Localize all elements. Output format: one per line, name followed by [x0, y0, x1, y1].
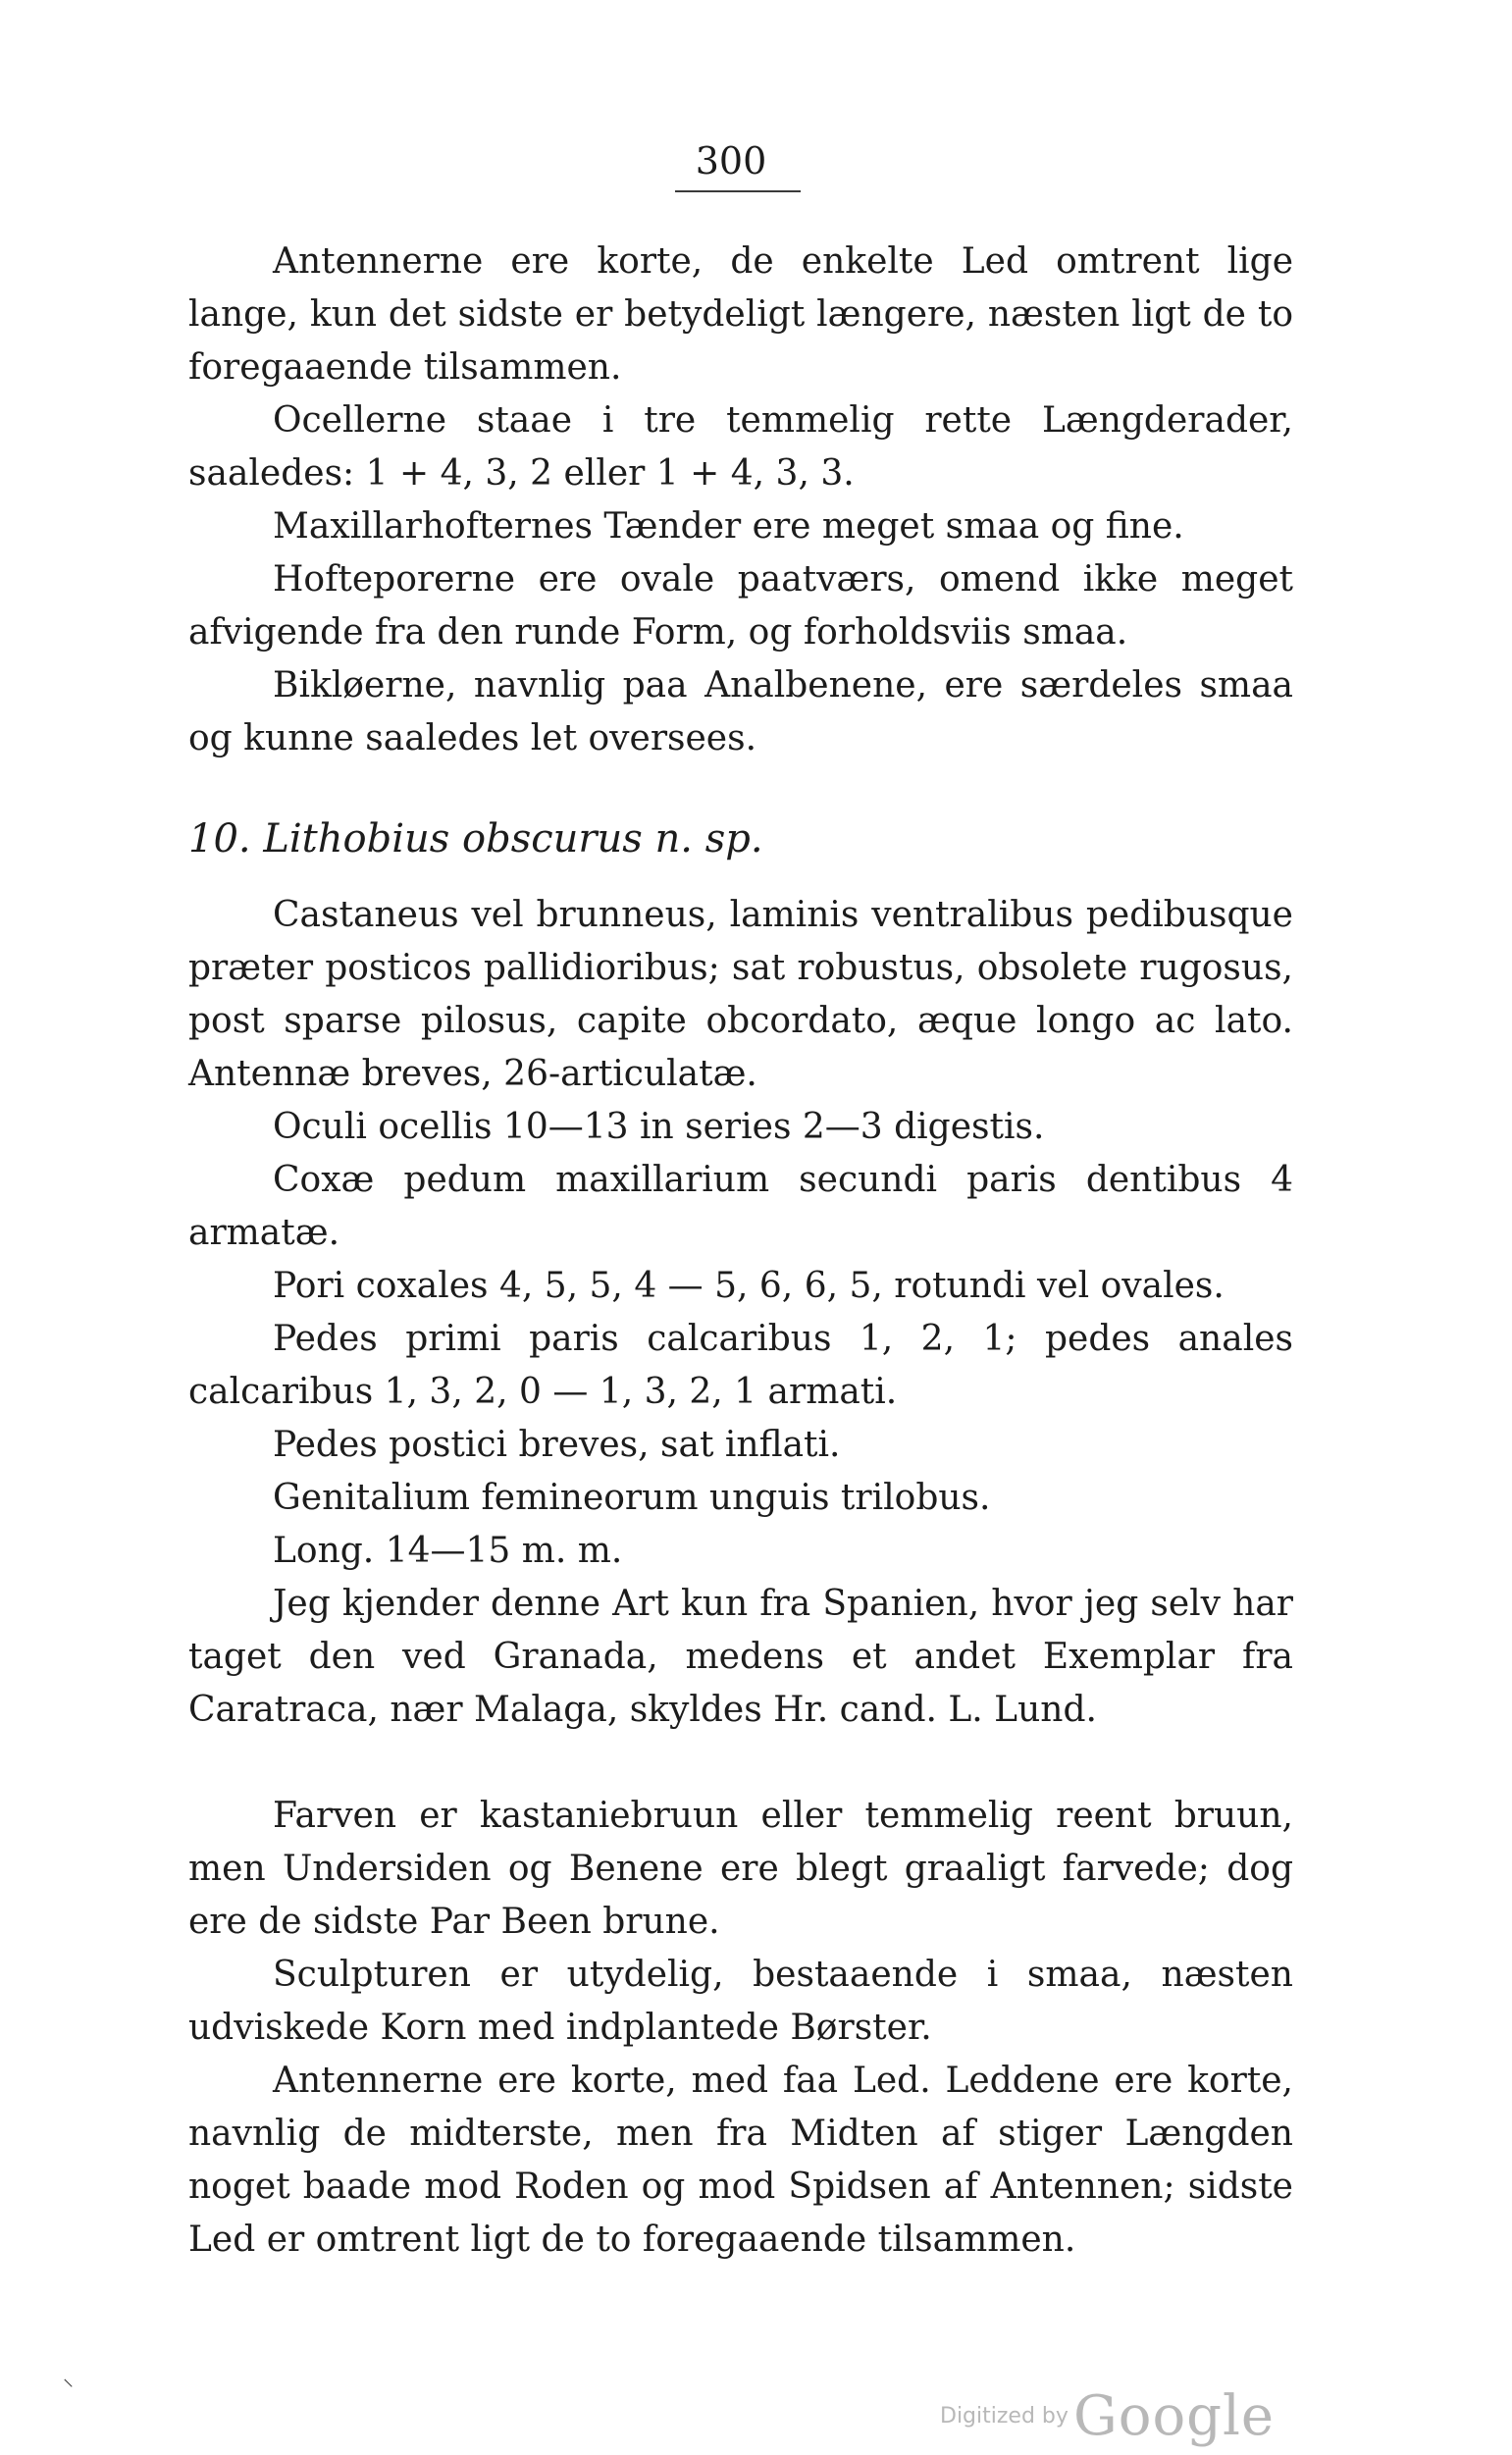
latin-description: Castaneus vel brunneus, laminis ventralibus pedibusque præter posticos pallidioribus; sat robustus, obsolete rugosus, post sparse pilosus, capite obcordato, æque longo ac lato. Antennæ breves, 26-articulatæ.	[188, 895, 1293, 1094]
watermark-brand: Google	[1073, 2384, 1276, 2448]
latin-spurs: Pedes primi paris calcaribus 1, 2, 1; pedes anales calcaribus 1, 3, 2, 0 — 1, 3, 2, 1 armati.	[188, 1319, 1293, 1412]
locality-note: Jeg kjender denne Art kun fra Spanien, hvor jeg selv har taget den ved Granada, medens et andet Exemplar fra Caratraca, nær Malaga, skyldes Hr. cand. L. Lund.	[188, 1584, 1293, 1730]
paragraph-colour: Farven er kastaniebruun eller temmelig reent bruun, men Undersiden og Benene ere blegt graaligt farvede; dog ere de sidste Par Been brune.	[188, 1796, 1293, 1942]
watermark-prefix: Digitized by	[940, 2404, 1069, 2429]
scan-speck: ⸜	[63, 2367, 75, 2391]
latin-coxal-pores: Pori coxales 4, 5, 5, 4 — 5, 6, 6, 5, rotundi vel ovales.	[273, 1266, 1225, 1306]
digitized-watermark	[940, 2384, 1275, 2448]
paragraph-claws: Bikløerne, navnlig paa Analbenene, ere særdeles smaa og kunne saaledes let oversees.	[188, 665, 1293, 758]
latin-eyes: Oculi ocellis 10—13 in series 2—3 digestis.	[273, 1107, 1045, 1147]
latin-coxae: Coxæ pedum maxillarium secundi paris dentibus 4 armatæ.	[188, 1160, 1293, 1253]
page-body	[188, 235, 1293, 2267]
paragraph-antennae: Antennerne ere korte, de enkelte Led omtrent lige lange, kun det sidste er betydeligt længere, næsten ligt de to foregaaende tilsammen.	[188, 241, 1293, 388]
page-number: 300	[695, 139, 767, 183]
species-heading: 10. Lithobius obscurus n. sp.	[188, 816, 763, 862]
latin-posterior-legs: Pedes postici breves, sat inflati.	[273, 1425, 841, 1465]
page-number-rule	[675, 190, 801, 192]
paragraph-ocelli: Ocellerne staae i tre temmelig rette Længderader, saaledes: 1 + 4, 3, 2 eller 1 + 4, 3, 3.	[188, 400, 1293, 494]
paragraph-maxillary-teeth: Maxillarhofternes Tænder ere meget smaa og fine.	[273, 506, 1184, 547]
paragraph-sculpture: Sculpturen er utydelig, bestaaende i smaa, næsten udviskede Korn med indplantede Børster.	[188, 1955, 1293, 2048]
paragraph-coxal-pores: Hofteporerne ere ovale paatværs, omend ikke meget afvigende fra den runde Form, og forholdsviis smaa.	[188, 559, 1293, 653]
paragraph-antennae-detail: Antennerne ere korte, med faa Led. Leddene ere korte, navnlig de midterste, men fra Midten af stiger Længden noget baade mod Roden og mod Spidsen af Antennen; sidste Led er omtrent ligt de to foregaaende tilsammen.	[188, 2061, 1293, 2260]
latin-genitalia: Genitalium femineorum unguis trilobus.	[273, 1478, 991, 1518]
latin-length: Long. 14—15 m. m.	[273, 1531, 623, 1571]
